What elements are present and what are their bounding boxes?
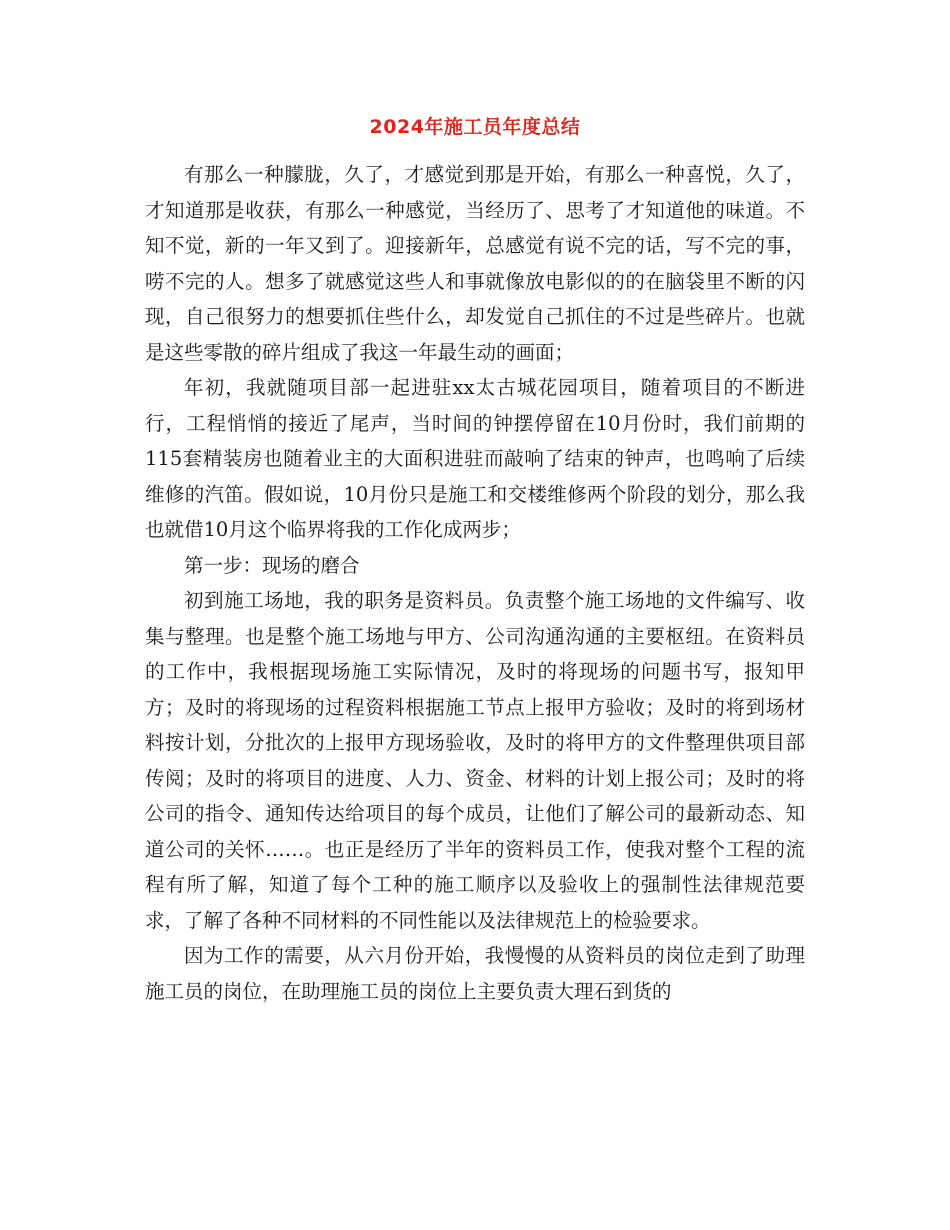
document-body <box>145 157 805 1009</box>
paragraph: 有那么一种朦胧，久了，才感觉到那是开始，有那么一种喜悦，久了，才知道那是收获，有那么一种感觉，当经历了、思考了才知道他的味道。不知不觉，新的一年又到了。迎接新年，总感觉有说不完的话，写不完的事，唠不完的人。想多了就感觉这些人和事就像放电影似的的在脑袋里不断的闪现，自己很努力的想要抓住些什么，却发觉自己抓住的不过是些碎片。也就是这些零散的碎片组成了我这一年最生动的画面； <box>145 163 805 364</box>
paragraph: 第一步：现场的磨合 <box>184 553 360 577</box>
paragraph: 初到施工场地，我的职务是资料员。负责整个施工场地的文件编写、收集与整理。也是整个施工场地与甲方、公司沟通沟通的主要枢纽。在资料员的工作中，我根据现场施工实际情况，及时的将现场的问题书写，报知甲方；及时的将现场的过程资料根据施工节点上报甲方验收；及时的将到场材料按计划，分批次的上报甲方现场验收，及时的将甲方的文件整理供项目部传阅；及时的将项目的进度、人力、资金、材料的计划上报公司；及时的将公司的指令、通知传达给项目的每个成员，让他们了解公司的最新动态、知道公司的关怀……。也正是经历了半年的资料员工作，使我对整个工程的流程有所了解，知道了每个工种的施工顺序以及验收上的强制性法律规范要求，了解了各种不同材料的不同性能以及法律规范上的检验要求。 <box>145 589 805 932</box>
document-title: 2024年施工员年度总结 <box>369 116 581 138</box>
paragraph: 因为工作的需要，从六月份开始，我慢慢的从资料员的岗位走到了助理施工员的岗位，在助理施工员的岗位上主要负责大理石到货的 <box>145 944 805 1003</box>
paragraph: 年初，我就随项目部一起进驻xx太古城花园项目，随着项目的不断进行，工程悄悄的接近了尾声，当时间的钟摆停留在10月份时，我们前期的115套精装房也随着业主的大面积进驻而敲响了结束的钟声，也鸣响了后续维修的汽笛。假如说，10月份只是施工和交楼维修两个阶段的划分，那么我也就借10月这个临界将我的工作化成两步； <box>145 376 805 541</box>
